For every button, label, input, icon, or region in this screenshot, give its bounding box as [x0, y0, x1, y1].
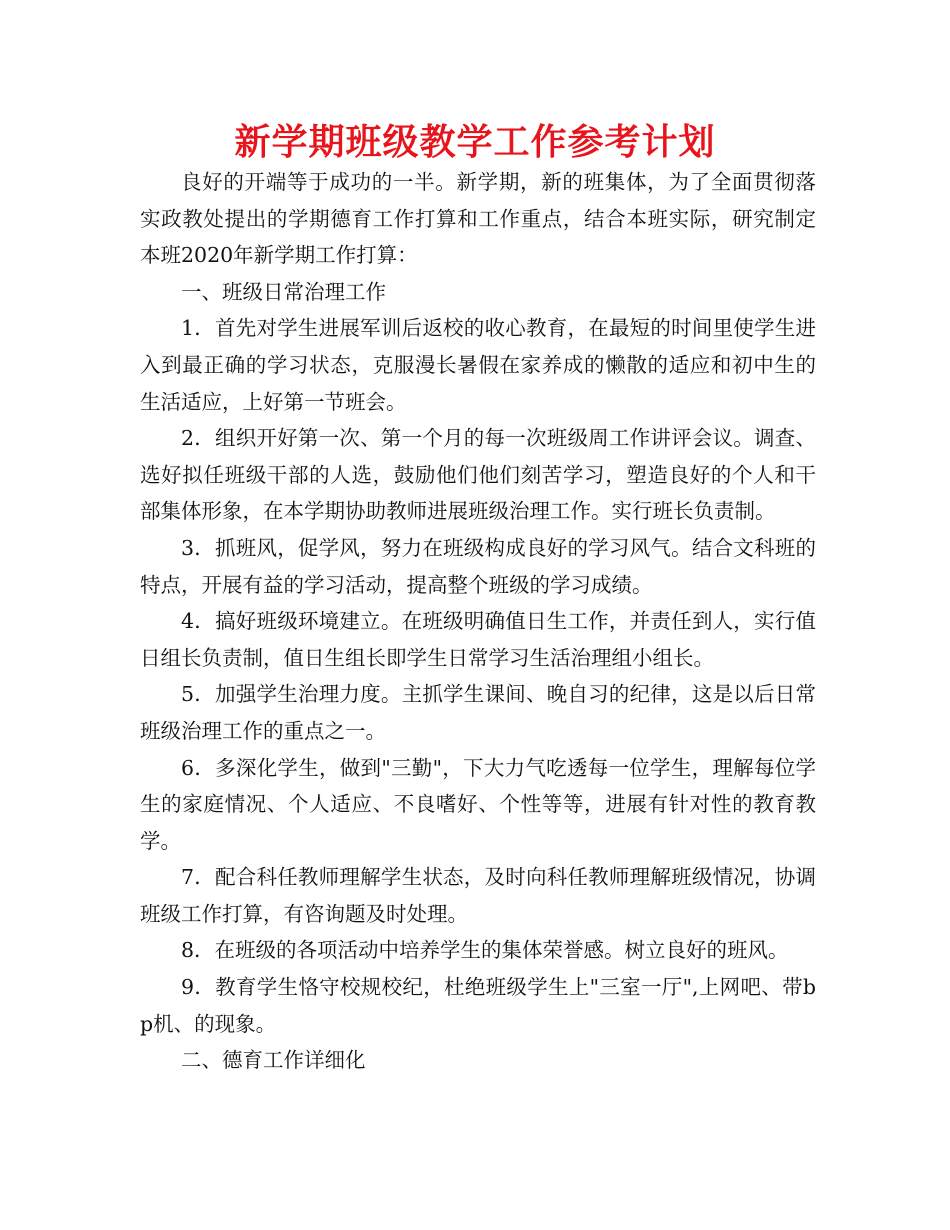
- list-item: 5．加强学生治理力度。主抓学生课间、晚自习的纪律，这是以后日常班级治理工作的重点之一。: [140, 682, 816, 743]
- list-item: 3．抓班风，促学风，努力在班级构成良好的学习风气。结合文科班的特点，开展有益的学习活动，提高整个班级的学习成绩。: [140, 535, 816, 597]
- list-item: 1．首先对学生进展军训后返校的收心教育，在最短的时间里使学生进入到最正确的学习状态，克服漫长暑假在家养成的懒散的适应和初中生的生活适应，上好第一节班会。: [140, 316, 816, 414]
- list-item: 6．多深化学生，做到"三勤"，下大力气吃透每一位学生，理解每位学生的家庭情况、个人适应、不良嗜好、个性等等，进展有针对性的教育教学。: [140, 755, 816, 853]
- list-item: 8．在班级的各项活动中培养学生的集体荣誉感。树立良好的班风。: [181, 938, 789, 963]
- section-heading: 二、德育工作详细化: [181, 1048, 366, 1073]
- list-item: 2．组织开好第一次、第一个月的每一次班级周工作讲评会议。调查、选好拟任班级干部的人选，鼓励他们他们刻苦学习，塑造良好的个人和干部集体形象，在本学期协助教师进展班级治理工作。实行班长负责制。: [140, 426, 816, 524]
- intro-paragraph: 良好的开端等于成功的一半。新学期，新的班集体，为了全面贯彻落实政教处提出的学期德育工作打算和工作重点，结合本班实际，研究制定本班2020年新学期工作打算：: [140, 170, 816, 268]
- list-item: 4．搞好班级环境建立。在班级明确值日生工作，并责任到人，实行值日组长负责制，值日生组长即学生日常学习生活治理组小组长。: [140, 609, 816, 670]
- document-body: [140, 164, 816, 1079]
- list-item: 7．配合科任教师理解学生状态，及时向科任教师理解班级情况，协调班级工作打算，有咨询题及时处理。: [140, 865, 816, 926]
- section-heading: 一、班级日常治理工作: [181, 279, 386, 304]
- document-title: 新学期班级教学工作参考计划: [234, 122, 716, 163]
- list-item: 9．教育学生恪守校规校纪，杜绝班级学生上"三室一厅",上网吧、带bp机、的现象。: [140, 975, 816, 1036]
